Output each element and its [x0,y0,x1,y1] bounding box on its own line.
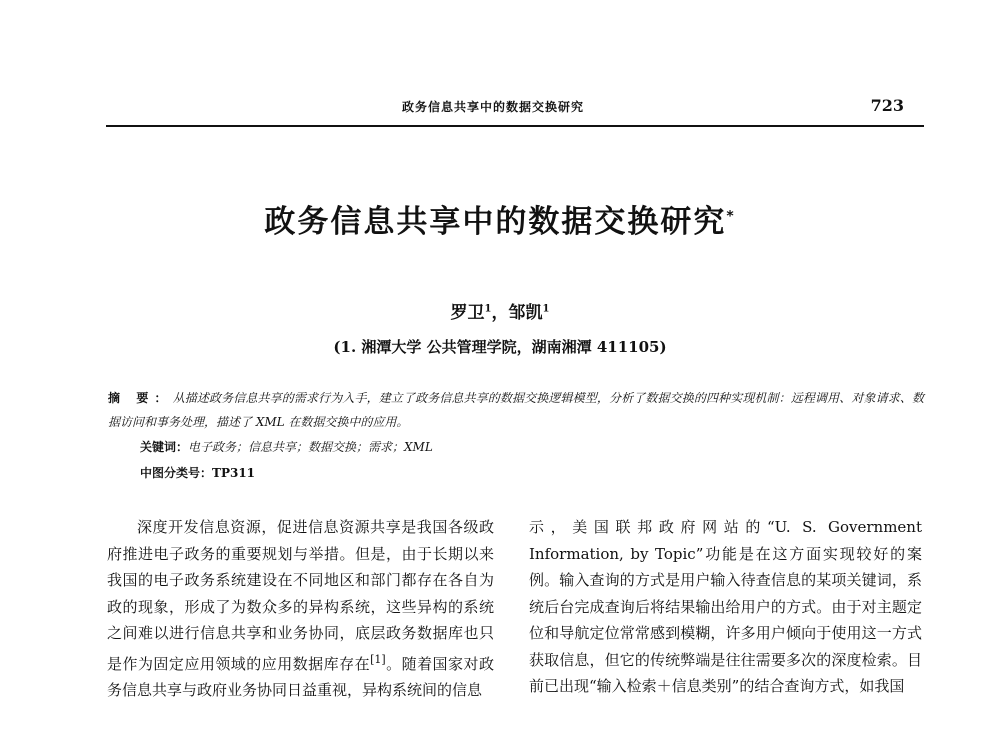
body-paragraph [107,514,494,704]
body-right-column [529,514,922,700]
abstract-label: 摘 要： [108,391,173,405]
body-text: 。随着国家对政务信息共享与政府业务协同日益重视，异构系统间的信息 [107,654,494,699]
header-rule [106,125,924,127]
keywords-label: 关键词： [140,440,189,454]
title-footnote-marker: * [726,208,736,225]
body-paragraph: 示，美国联邦政府网站的“U. S. Government Information, by Topic”功能是在这方面实现较好的案例。输入查询的方式是用户输入待查信息的某项关键词，系统后台完成查询后将结果输出给用户的方式。由于对主题定位和导航定位常常感到模糊，许多用户倾向于使用这一方式获取信息，但它的传统弊端是往往需要多次的深度检索。目前已出现“输入检索＋信息类别”的结合查询方式，如我国 [529,518,922,695]
abstract-text: 从描述政务信息共享的需求行为入手，建立了政务信息共享的数据交换逻辑模型，分析了数据交换的四种实现机制：远程调用、对象请求、数据访问和事务处理，描述了 XML 在数据交换中的应用。 [108,391,924,429]
author-affiliation-mark: 1 [542,303,550,315]
affiliation: (1. 湘潭大学 公共管理学院，湖南湘潭 411105) [333,338,667,356]
abstract [108,386,924,434]
author-line [0,298,1000,323]
classification-label: 中图分类号： [140,466,213,480]
author-separator: ， [491,303,509,323]
paper-title [0,196,1000,241]
author-name: 邹凯 [508,303,543,323]
author-affiliation-mark: 1 [484,303,492,315]
body-text: 深度开发信息资源，促进信息资源共享是我国各级政府推进电子政务的重要规划与举措。但是，由于长期以来我国的电子政务系统建设在不同地区和部门都存在各自为政的现象，形成了为数众多的异构系统，这些异构的系统之间难以进行信息共享和业务协同，底层政务数据库也只是作为固定应用领域的应用数据库存在 [107,518,494,673]
keywords-text: 电子政务；信息共享；数据交换；需求；XML [188,440,433,454]
paper-title-text: 政务信息共享中的数据交换研究 [264,204,727,240]
keywords [140,438,433,455]
author-name: 罗卫 [450,303,485,323]
running-title: 政务信息共享中的数据交换研究 [402,100,585,114]
classification-number [140,464,255,481]
body-left-column [107,514,494,704]
classification-code: TP311 [212,466,256,480]
citation-reference: [1] [370,652,386,666]
running-header [0,96,1000,120]
page-number: 723 [870,96,904,115]
